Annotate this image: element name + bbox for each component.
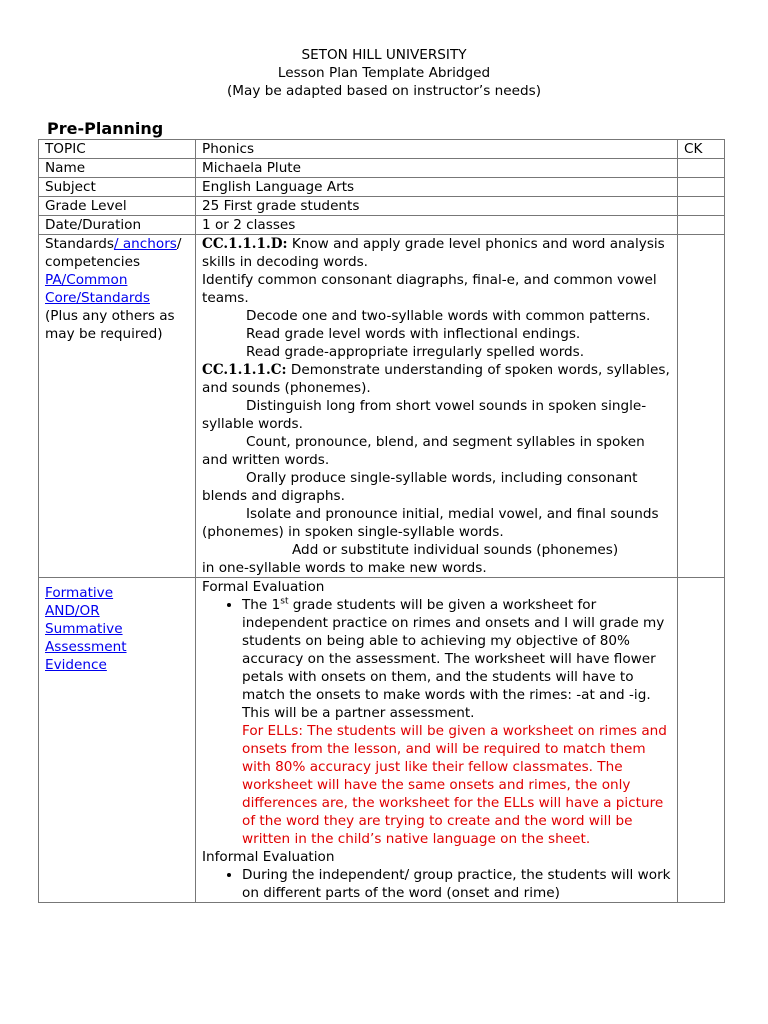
university-name: SETON HILL UNIVERSITY: [301, 47, 467, 63]
informal-evaluation-title: Informal Evaluation: [202, 849, 335, 865]
ck-cell: [678, 578, 725, 903]
list-item: • During the independent/ group practice, the students will work on different parts of the word (onset and rime): [242, 866, 671, 902]
standard-sub: Read grade level words with inflectional endings.: [246, 326, 581, 342]
template-title: Lesson Plan Template Abridged: [277, 65, 491, 81]
standard-sub: Distinguish long from short vowel sounds in spoken single-syllable words.: [202, 398, 647, 432]
row-label: Grade Level: [39, 197, 196, 216]
table-row-grade: [39, 197, 725, 216]
standard-sub: Read grade-appropriate irregularly spelled words.: [246, 344, 585, 360]
competencies-label: / competencies: [45, 236, 182, 270]
standard-sub: Identify common consonant diagraphs, final-e, and common vowel teams.: [202, 272, 657, 306]
standard-sub: in one-syllable words to make new words.: [202, 560, 487, 576]
standard-sub: Isolate and pronounce initial, medial vowel, and final sounds (phonemes) in spoken single-syllable words.: [202, 506, 659, 540]
row-value: Michaela Plute: [196, 159, 678, 178]
standards-label: Standards: [45, 236, 114, 252]
anchors-link[interactable]: / anchors: [113, 236, 177, 252]
formal-evaluation-list: [202, 596, 671, 848]
template-subtitle: (May be adapted based on instructor’s needs): [226, 83, 541, 99]
assessment-link[interactable]: Formative AND/OR Summative Assessment Evidence: [45, 585, 127, 673]
standard-cc-c: [202, 361, 671, 397]
ck-header: CK: [678, 140, 725, 159]
standard-sub: Count, pronounce, blend, and segment syllables in spoken and written words.: [202, 434, 645, 468]
ordinal-suffix: st: [280, 596, 289, 607]
standard-code: CC.1.1.1.D:: [202, 236, 288, 252]
lesson-plan-table: [38, 139, 725, 903]
row-value: 25 First grade students: [196, 197, 678, 216]
table-row-standards: [39, 235, 725, 578]
standards-note: (Plus any others as may be required): [45, 308, 175, 342]
ck-cell: [678, 178, 725, 197]
standard-sub: Add or substitute individual sounds (phonemes): [292, 542, 619, 558]
standard-text: Demonstrate understanding of spoken words, syllables, and sounds (phonemes).: [202, 362, 670, 396]
table-row-assessment: [39, 578, 725, 903]
list-item: [242, 596, 671, 848]
ck-cell: [678, 216, 725, 235]
row-value: 1 or 2 classes: [196, 216, 678, 235]
informal-evaluation-list: [202, 866, 671, 902]
pa-common-core-link[interactable]: PA/Common Core/Standards: [45, 272, 150, 306]
formal-text-pre: The 1: [242, 597, 281, 613]
formal-text: grade students will be given a worksheet for independent practice on rimes and onsets and I will grade my students on being able to achieving my objective of 80% accuracy on the assessment. The worksheet will have flower petals with onsets on them, and the students will have to match the onsets to make words with the rimes: -at and -ig. This will be a partner assessment.: [242, 597, 665, 721]
assessment-content: [196, 578, 678, 903]
ck-cell: [678, 235, 725, 578]
assessment-label-cell: [39, 578, 196, 903]
standard-sub: Decode one and two-syllable words with common patterns.: [246, 308, 651, 324]
document-header: [0, 46, 768, 100]
standard-code: CC.1.1.1.C:: [202, 362, 287, 378]
section-title: Pre-Planning: [47, 119, 164, 138]
ck-cell: [678, 159, 725, 178]
row-label: Name: [39, 159, 196, 178]
row-value: Phonics: [196, 140, 678, 159]
row-label: TOPIC: [39, 140, 196, 159]
standard-sub: Orally produce single-syllable words, including consonant blends and digraphs.: [202, 470, 638, 504]
ck-cell: [678, 197, 725, 216]
standards-content: [196, 235, 678, 578]
standard-text: Know and apply grade level phonics and word analysis skills in decoding words.: [202, 236, 665, 270]
standard-cc-d: [202, 235, 671, 271]
standards-label-cell: [39, 235, 196, 578]
table-row-topic: [39, 140, 725, 159]
table-row-subject: [39, 178, 725, 197]
row-label: Subject: [39, 178, 196, 197]
row-value: English Language Arts: [196, 178, 678, 197]
table-row-date: [39, 216, 725, 235]
formal-evaluation-title: Formal Evaluation: [202, 579, 325, 595]
row-label: Date/Duration: [39, 216, 196, 235]
table-row-name: [39, 159, 725, 178]
ell-accommodation-text: For ELLs: The students will be given a worksheet on rimes and onsets from the lesson, and will be required to match them with 80% accuracy just like their fellow classmates. The worksheet will have the same onsets and rimes, the only differences are, the worksheet for the ELLs will have a picture of the word they are trying to create and the word will be written in the child’s native language on the sheet.: [242, 723, 667, 847]
